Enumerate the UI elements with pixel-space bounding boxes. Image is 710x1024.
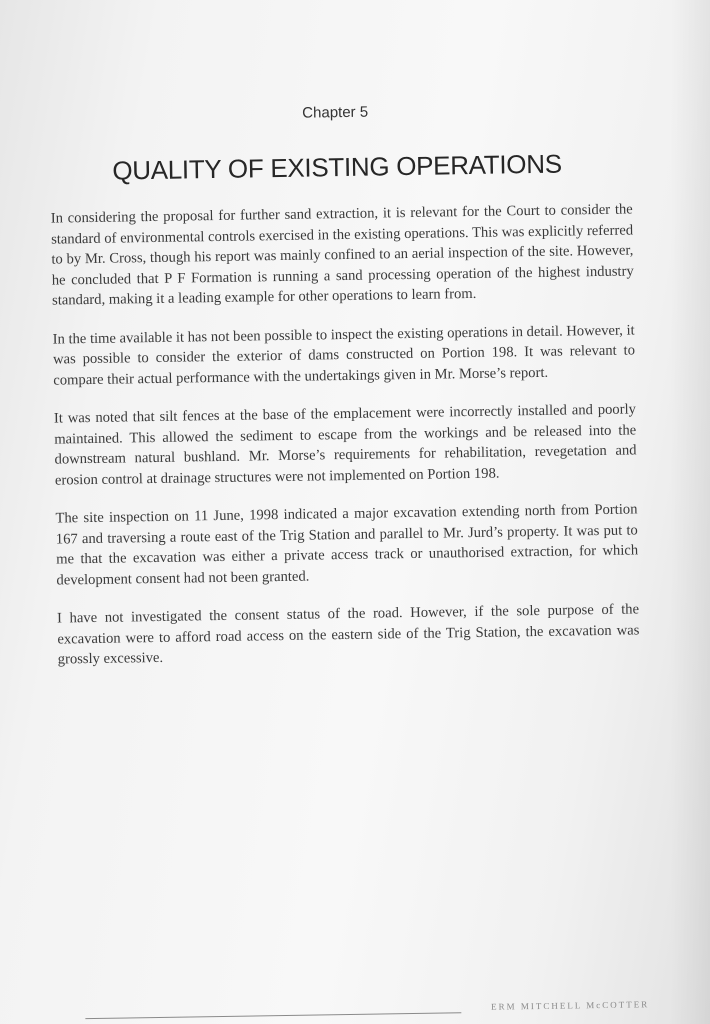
footer-divider	[85, 1012, 461, 1019]
page-title: QUALITY OF EXISTING OPERATIONS	[112, 148, 562, 186]
footer-company: ERM MITCHELL McCOTTER	[490, 999, 650, 1012]
paragraph-2: In the time available it has not been possible to inspect the existing operations in detail. However, it was possible to consider the exterior of dams constructed on Portion 198. It was relevant to compare their actual performance with the undertakings given in Mr. Morse’s report.	[52, 321, 636, 389]
body-text	[51, 199, 640, 688]
paragraph-4: The site inspection on 11 June, 1998 indicated a major excavation extending north from Portion 167 and traversing a route east of the Trig Station and parallel to Mr. Jurd’s property. It was put to me that the excavation was either a private access track or unauthorised extraction, for which development consent had not been granted.	[55, 501, 639, 589]
page-footer	[85, 995, 649, 1022]
paragraph-3: It was noted that silt fences at the base of the emplacement were incorrectly installed and poorly maintained. This allowed the sediment to escape from the workings and be released into the downstream natural bushland. Mr. Morse’s requirements for rehabilitation, revegetation and erosion control at drainage structures were not implemented on Portion 198.	[53, 401, 637, 489]
paragraph-5: I have not investigated the consent status of the road. However, if the sole purpose of the excavation were to afford road access on the eastern side of the Trig Station, the excavation was grossly excessive.	[56, 601, 640, 668]
chapter-label: Chapter 5	[302, 103, 369, 122]
paragraph-1: In considering the proposal for further sand extraction, it is relevant for the Court to consider the standard of environmental controls exercised in the existing operations. This was explicitly referred to by Mr. Cross, though his report was mainly confined to an aerial inspection of the site. However, he concluded that P F Formation is running a sand processing operation of the highest industry standard, making it a leading example for other operations to learn from.	[50, 201, 634, 309]
